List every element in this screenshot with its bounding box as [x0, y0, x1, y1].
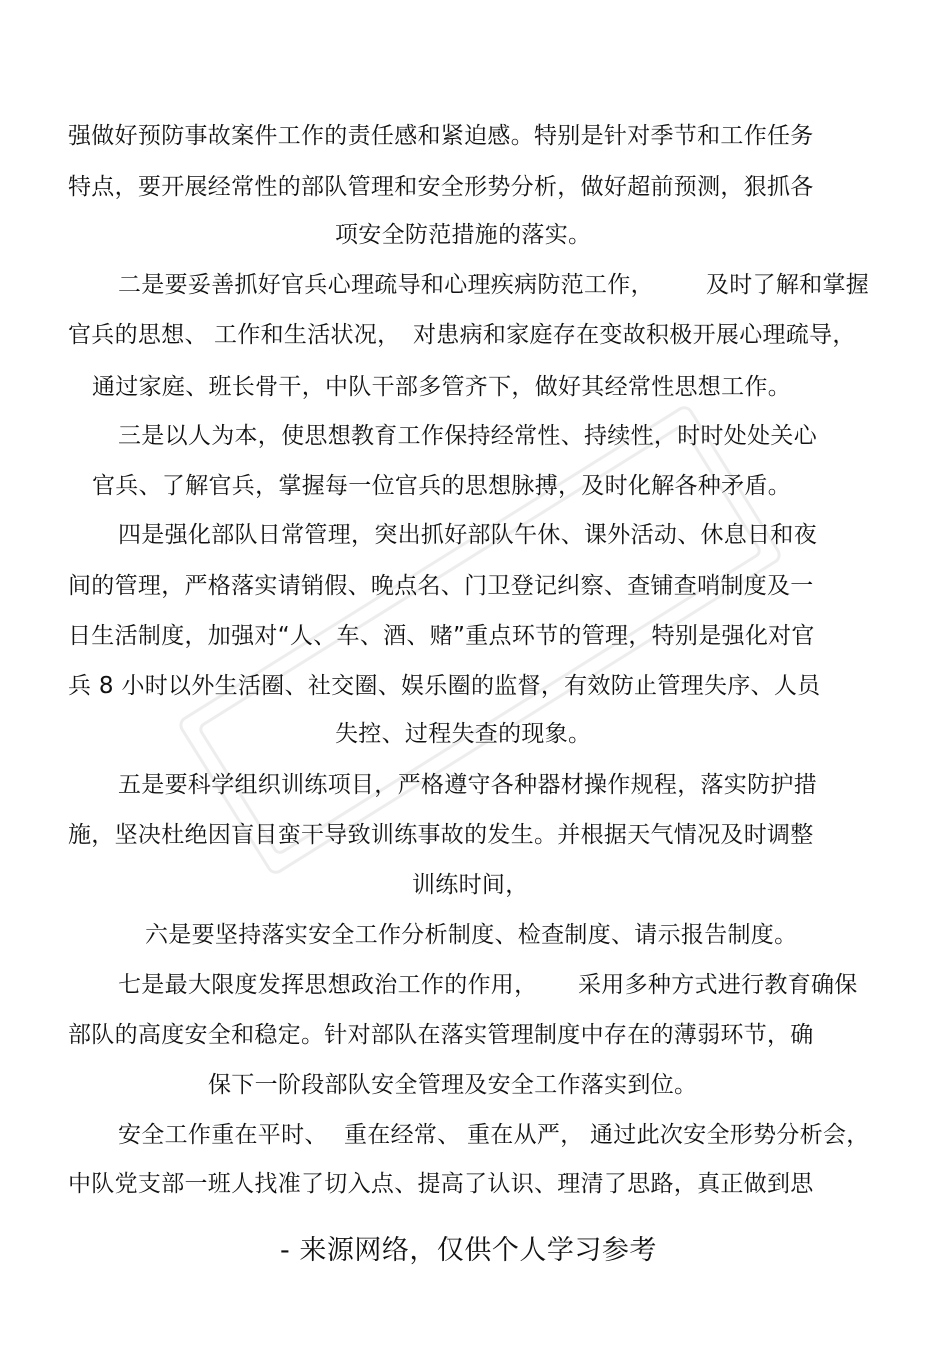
text-line: 特点，要开展经常性的部队管理和安全形势分析，做好超前预测，狠抓各: [68, 174, 814, 200]
text-line: 对患病和家庭存在变故积极开展心理疏导，: [413, 322, 856, 348]
text-line: 安全工作重在平时、: [118, 1122, 328, 1148]
text-line: 训练时间，: [412, 872, 529, 898]
text-line: 部队的高度安全和稳定。针对部队在落实管理制度中存在的薄弱环节，确: [68, 1022, 814, 1048]
text-line: 兵 8 小时以外生活圈、社交圈、娱乐圈的监督，有效防止管理失序、人员: [68, 673, 821, 699]
source-footer: - 来源网络，仅供个人学习参考: [280, 1235, 657, 1266]
text-line: 项安全防范措施的落实。: [335, 222, 592, 248]
text-line: 通过此次安全形势分析会，: [590, 1122, 870, 1148]
text-line: 五是要科学组织训练项目，严格遵守各种器材操作规程，落实防护措: [118, 772, 817, 798]
text-line: 采用多种方式进行教育确保: [578, 972, 858, 998]
text-line: 及时了解和掌握: [706, 272, 870, 298]
text-line: 通过家庭、班长骨干，中队干部多管齐下，做好其经常性思想工作。: [92, 374, 791, 400]
text-line: 四是强化部队日常管理，突出抓好部队午休、课外活动、休息日和夜: [118, 522, 817, 548]
text-line: 失控、过程失查的现象。: [335, 721, 592, 747]
text-line: 保下一阶段部队安全管理及安全工作落实到位。: [208, 1072, 698, 1098]
text-line: 日生活制度，加强对“人、车、酒、赌”重点环节的管理，特别是强化对官: [68, 623, 815, 649]
text-line: 中队党支部一班人找准了切入点、提高了认识、理清了思路，真正做到思: [68, 1171, 814, 1197]
text-line: 施，坚决杜绝因盲目蛮干导致训练事故的发生。并根据天气情况及时调整: [68, 822, 814, 848]
text-line: 官兵的思想、: [68, 322, 208, 348]
text-line: 间的管理，严格落实请销假、晚点名、门卫登记纠察、查铺查哨制度及一: [68, 573, 814, 599]
text-line: 二是要妥善抓好官兵心理疏导和心理疾病防范工作，: [118, 272, 654, 298]
text-line: 官兵、了解官兵，掌握每一位官兵的思想脉搏，及时化解各种矛盾。: [92, 473, 791, 499]
text-line: 三是以人为本，使思想教育工作保持经常性、持续性，时时处处关心: [118, 423, 817, 449]
text-line: 工作和生活状况，: [214, 322, 401, 348]
text-line: 强做好预防事故案件工作的责任感和紧迫感。特别是针对季节和工作任务: [68, 123, 814, 149]
text-line: 六是要坚持落实安全工作分析制度、检查制度、请示报告制度。: [145, 922, 798, 948]
text-line: 重在从严，: [467, 1122, 584, 1148]
text-line: 七是最大限度发挥思想政治工作的作用，: [118, 972, 538, 998]
text-line: 重在经常、: [344, 1122, 461, 1148]
